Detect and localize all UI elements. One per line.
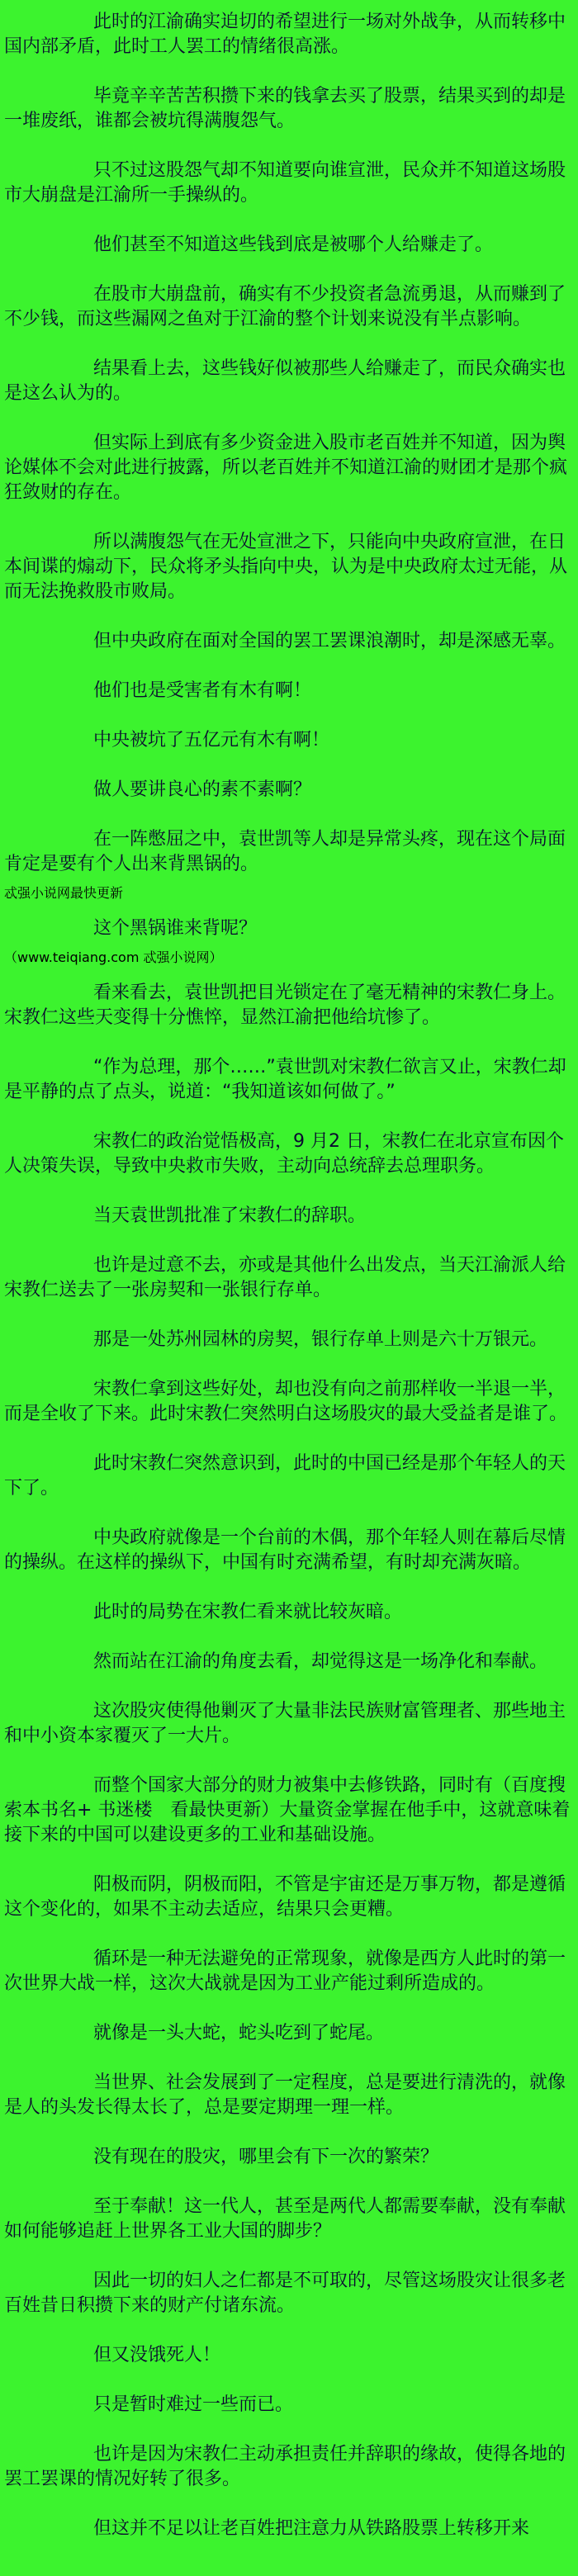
novel-paragraph: 结果看上去，这些钱好似被那些人给赚走了，而民众确实也是这么认为的。 — [4, 358, 566, 404]
novel-paragraph: “作为总理，那个……”袁世凯对宋教仁欲言又止，宋教仁却是平静的点了点头，说道：“我知道该如何做了。” — [4, 1057, 566, 1102]
novel-paragraph: 但中央政府在面对全国的罢工罢课浪潮时，却是深感无辜。 — [93, 631, 566, 651]
novel-paragraph: 他们甚至不知道这些钱到底是被哪个人给赚走了。 — [93, 234, 494, 255]
novel-paragraph: 而整个国家大部分的财力被集中去修铁路，同时有（百度搜索本书名+ 书迷楼 看最快更新）大量资金掌握在他手中，这就意味着接下来的中国可以建设更多的工业和基础设施。 — [4, 1775, 571, 1845]
novel-paragraph: 在股市大崩盘前，确实有不少投资者急流勇退，从而赚到了不少钱，而这些漏网之鱼对于江渝的整个计划来说没有半点影响。 — [4, 284, 566, 329]
novel-paragraph: 毕竟辛辛苦苦积攒下来的钱拿去买了股票，结果买到的却是一堆废纸，谁都会被坑得满腹怨气。 — [4, 86, 566, 131]
novel-paragraph: 那是一处苏州园林的房契，银行存单上则是六十万银元。 — [93, 1329, 548, 1350]
novel-paragraph: 循环是一种无法避免的正常现象，就像是西方人此时的第一次世界大战一样，这次大战就是因为工业产能过剩所造成的。 — [4, 1949, 566, 1994]
novel-paragraph: 此时的局势在宋教仁看来就比较灰暗。 — [93, 1602, 403, 1622]
novel-paragraph: 但又没饿死人！ — [93, 2345, 221, 2365]
novel-paragraph: 中央政府就像是一个台前的木偶，那个年轻人则在幕后尽情的操纵。在这样的操纵下，中国有时充满希望，有时却充满灰暗。 — [4, 1527, 566, 1573]
novel-content — [4, 10, 574, 2541]
novel-paragraph: 阳极而阴，阴极而阳，不管是宇宙还是万事万物，都是遵循这个变化的，如果不主动去适应，结果只会更糟。 — [4, 1874, 566, 1920]
novel-paragraph: 他们也是受害者有木有啊！ — [93, 680, 312, 701]
watermark-line: 忒强小说网最快更新 — [4, 885, 124, 901]
novel-paragraph: 宋教仁拿到这些好处，却也没有向之前那样收一半退一半，而是全收了下来。此时宋教仁突然明白这场股灾的最大受益者是谁了。 — [4, 1379, 568, 1424]
novel-paragraph: 所以满腹怨气在无处宣泄之下，只能向中央政府宣泄，在日本间谍的煽动下，民众将矛头指向中央，认为是中央政府太过无能，从而无法挽救股市败局。 — [4, 532, 568, 602]
novel-paragraph: 当天袁世凯批准了宋教仁的辞职。 — [93, 1205, 367, 1226]
novel-paragraph: 只不过这股怨气却不知道要向谁宣泄，民众并不知道这场股市大崩盘是江渝所一手操纵的。 — [4, 160, 566, 206]
novel-paragraph: 但实际上到底有多少资金进入股市老百姓并不知道，因为舆论媒体不会对此进行披露，所以老百姓并不知道江渝的财团才是那个疯狂敛财的存在。 — [4, 433, 568, 503]
novel-paragraph: 宋教仁的政治觉悟极高，9 月2 日，宋教仁在北京宣布因个人决策失误，导致中央救市失败，主动向总统辞去总理职务。 — [4, 1131, 564, 1177]
novel-paragraph: 也许是过意不去，亦或是其他什么出发点，当天江渝派人给宋教仁送去了一张房契和一张银行存单。 — [4, 1255, 566, 1300]
novel-paragraph: 就像是一头大蛇，蛇头吃到了蛇尾。 — [93, 2023, 385, 2043]
novel-paragraph: 当世界、社会发展到了一定程度，总是要进行清洗的，就像是人的头发长得太长了，总是要定期理一理一样。 — [4, 2072, 566, 2118]
novel-paragraph: 只是暂时难过一些而已。 — [93, 2394, 294, 2415]
novel-paragraph: 看来看去，袁世凯把目光锁定在了毫无精神的宋教仁身上。宋教仁这些天变得十分憔悴，显然江渝把他给坑惨了。 — [4, 983, 566, 1028]
novel-paragraph: 这个黑锅谁来背呢？ — [93, 918, 258, 939]
novel-paragraph: 做人要讲良心的素不素啊？ — [93, 779, 312, 800]
watermark-line: （www.teiqiang.com 忒强小说网） — [4, 949, 223, 965]
novel-paragraph: 这次股灾使得他剿灭了大量非法民族财富管理者、那些地主和中小资本家覆灭了一大片。 — [4, 1701, 566, 1746]
novel-paragraph: 在一阵憋屈之中，袁世凯等人却是异常头疼，现在这个局面肯定是要有个人出来背黑锅的。 — [4, 829, 566, 874]
novel-paragraph: 因此一切的妇人之仁都是不可取的，尽管这场股灾让很多老百姓昔日积攒下来的财产付诸东流。 — [4, 2271, 566, 2316]
novel-paragraph: 至于奉献！这一代人，甚至是两代人都需要奉献，没有奉献如何能够追赶上世界各工业大国的脚步？ — [4, 2196, 566, 2242]
novel-paragraph: 也许是因为宋教仁主动承担责任并辞职的缘故，使得各地的罢工罢课的情况好转了很多。 — [4, 2444, 566, 2489]
novel-paragraph: 没有现在的股灾，哪里会有下一次的繁荣？ — [93, 2147, 439, 2167]
novel-paragraph: 然而站在江渝的角度去看，却觉得这是一场净化和奉献。 — [93, 1651, 548, 1672]
novel-paragraph: 中央被坑了五亿元有木有啊！ — [93, 730, 330, 751]
novel-paragraph: 此时宋教仁突然意识到，此时的中国已经是那个年轻人的天下了。 — [4, 1453, 566, 1499]
novel-paragraph: 但这并不足以让老百姓把注意力从铁路股票上转移开来 — [93, 2518, 530, 2539]
novel-paragraph: 此时的江渝确实迫切的希望进行一场对外战争，从而转移中国内部矛盾，此时工人罢工的情绪很高涨。 — [4, 12, 566, 57]
